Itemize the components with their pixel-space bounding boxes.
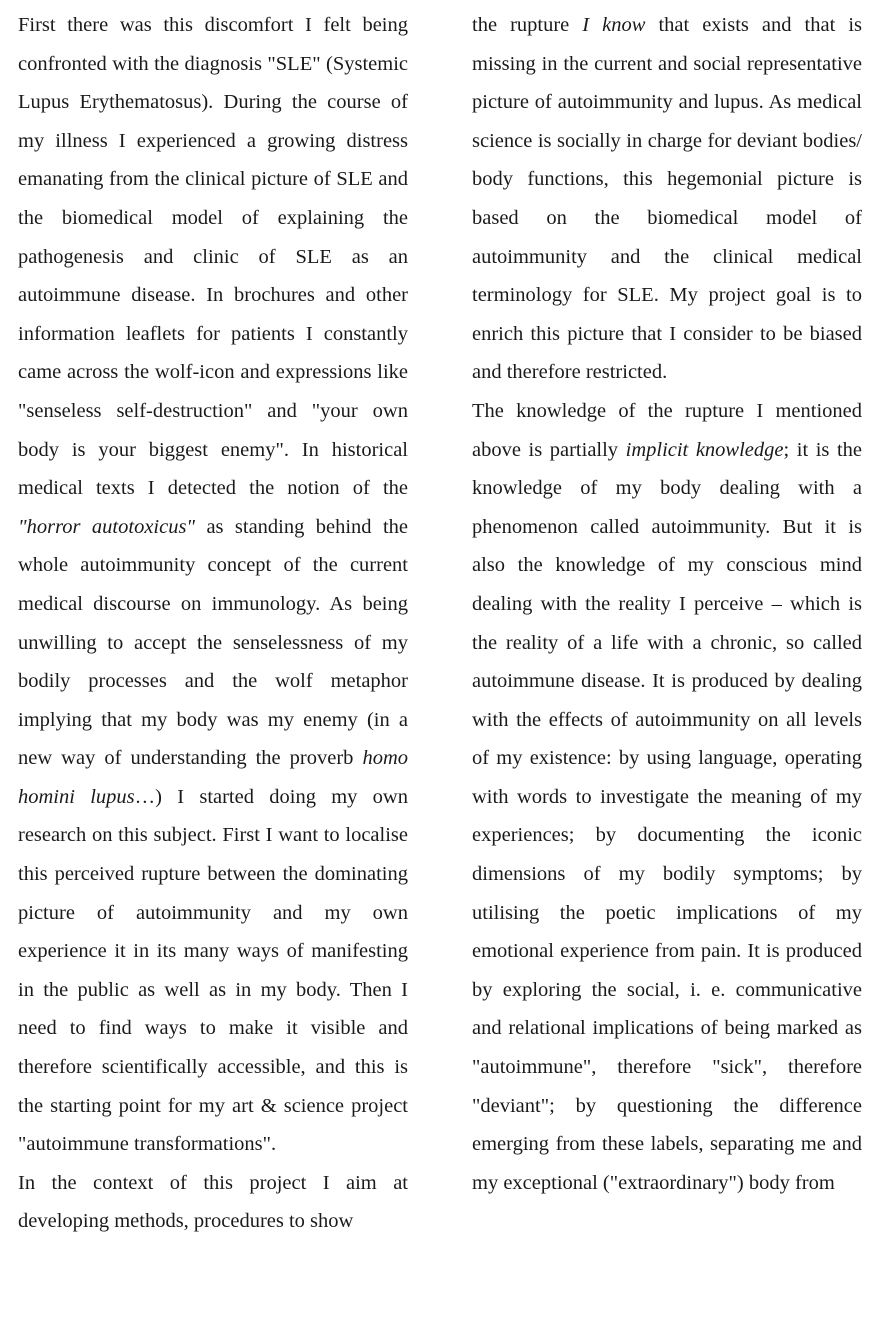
right-column <box>472 6 862 1202</box>
text-run: First there was this discomfort I felt being confronted with the diagnosis "SLE" (Systemic Lupus Erythematosus). During the course of my illness I experienced a growing distress emanating from the clinical picture of SLE and the biomedical model of explaining the pathogenesis and clinic of SLE as an autoimmune disease. In brochures and other information leaflets for patients I constantly came across the wolf-icon and expressions like "senseless self-destruction" and "your own body is your biggest enemy". In historical medical texts I detected the notion of the <box>18 14 408 500</box>
emphasis-implicit-knowledge: implicit knowledge <box>625 438 784 461</box>
text-run: ; it is the knowledge of my body dealing with a phenomenon called autoimmunity. But it is also the knowledge of my conscious mind dealing with the reality I perceive – which is the reality of a life with a chronic, so called autoimmune disease. It is produced by dealing with the effects of autoimmunity on all levels of my existence: by using language, operating with words to investigate the meaning of my experiences; by documenting the iconic dimensions of my bodily symptoms; by utilising the poetic implications of my emotional experience from pain. It is produced by exploring the social, i. e. communicative and relational implications of being marked as "autoimmune", therefore "sick", therefore "deviant"; by questioning the difference emerging from these labels, separating me and my exceptional ("extraordinary") body from <box>472 438 862 1194</box>
left-paragraph-2 <box>18 1164 408 1241</box>
right-paragraph-2 <box>472 392 862 1202</box>
text-run: …) I started doing my own research on this subject. First I want to localise this perceived rupture between the dominating picture of autoimmunity and my own experience it in its many ways of manifesting in the public as well as in my body. Then I need to find ways to make it visible and therefore scientifically accessible, and this is the starting point for my art & science project "autoimmune transformations". <box>18 785 408 1156</box>
text-run: the rupture <box>472 14 583 36</box>
left-column <box>18 6 408 1241</box>
emphasis-horror-autotoxicus: "horror autotoxicus" <box>18 515 196 538</box>
text-run: In the context of this project I aim at developing methods, procedures to show <box>18 1171 408 1233</box>
text-run: The knowledge of the rupture I mentioned above is partially <box>472 399 862 461</box>
text-run: that exists and that is missing in the current and social representative picture of autoimmunity and lupus. As medical science is socially in charge for deviant bodies/ body functions, this hegemonial picture is based on the biomedical model of autoimmunity and the clinical medical terminology for SLE. My project goal is to enrich this picture that I consider to be biased and therefore restricted. <box>472 14 862 384</box>
right-paragraph-1 <box>472 6 862 392</box>
emphasis-homo-homini-lupus: homo homini lupus <box>18 747 408 808</box>
text-run: as standing behind the whole autoimmunity concept of the current medical discourse on immunology. As being unwilling to accept the senselessness of my bodily processes and the wolf metaphor implying that my body was my enemy (in a new way of understanding the proverb <box>18 515 408 770</box>
emphasis-i-know: I know <box>582 14 646 36</box>
left-paragraph-1 <box>18 6 408 1164</box>
